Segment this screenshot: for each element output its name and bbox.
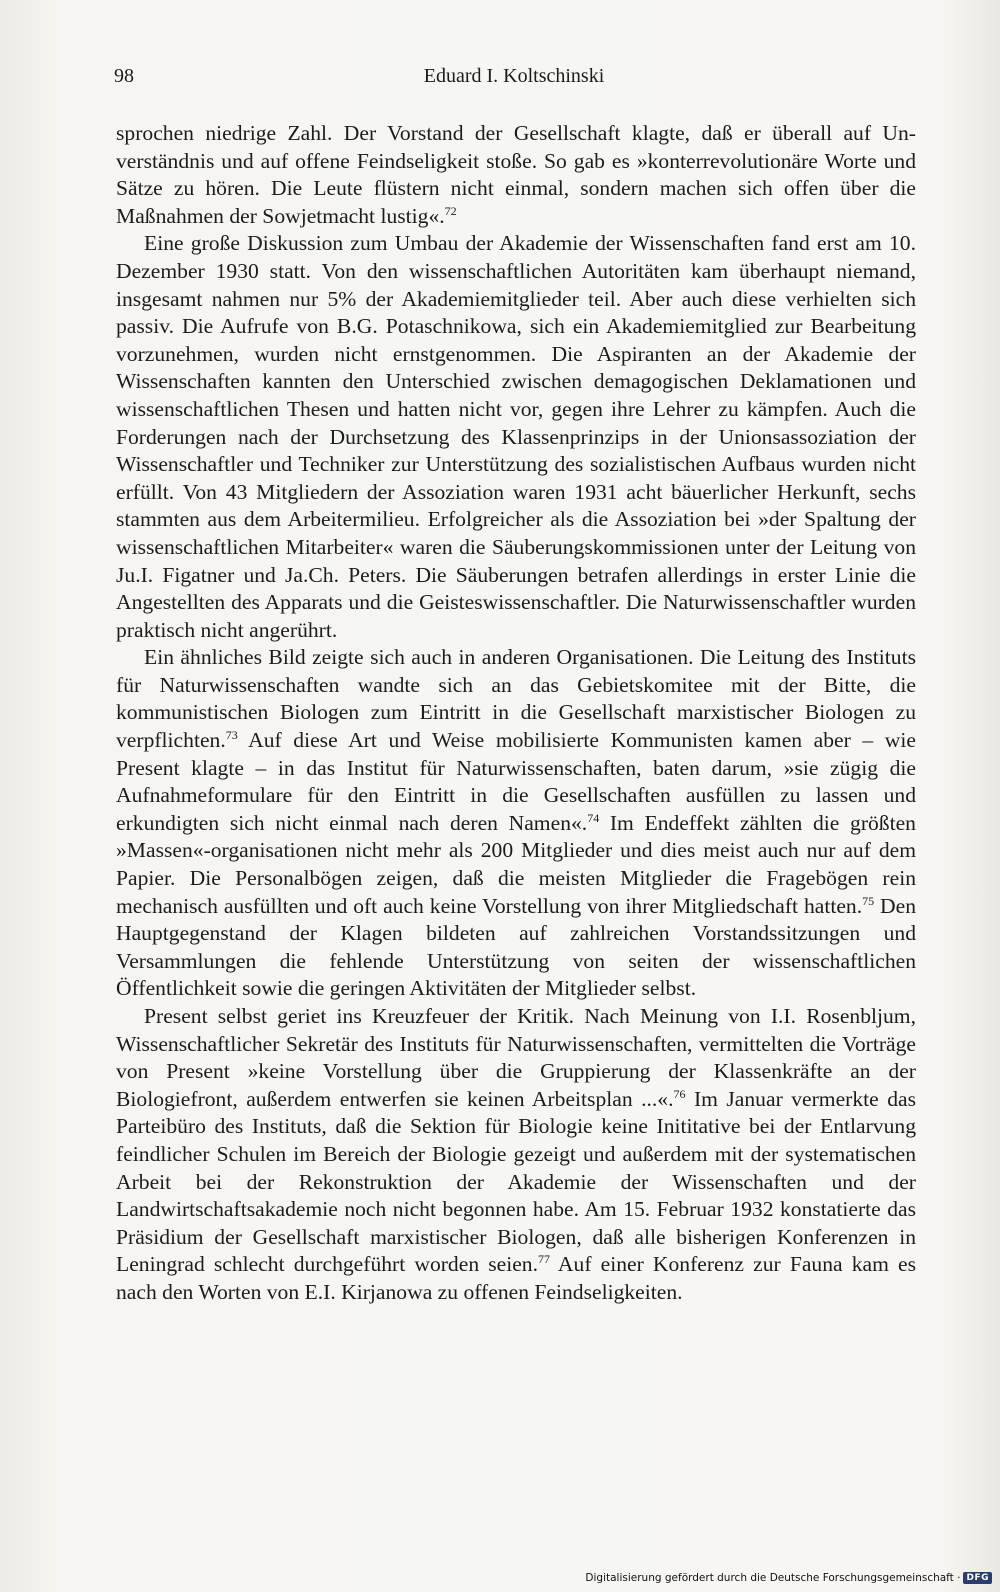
credit-text: Digitalisierung gefördert durch die Deutsche Forschungsgemeinschaft ·	[585, 1572, 961, 1584]
paragraph-text: sprochen niedrige Zahl. Der Vorstand der Gesellschaft klagte, daß er überall auf Unverständnis und auf offene Feindseligkeit stoße. So gab es »konterrevolutionäre Worte und Sätze zu hören. Die Leute flüstern nicht einmal, sondern machen sich offen über die Maßnahmen der Sowjetmacht lustig«.	[116, 121, 916, 228]
paragraph-text: Im Januar vermerkte das Parteibüro des Instituts, daß die Sektion für Biologie keine Inititative bei der Entlarvung feindlicher Schulen im Bereich der Biologie gezeigt und außerdem mit der systematischen Arbeit bei der Rekonstruktion der Akademie der Wissenschaften und der Landwirtschaftsakademie noch nicht begonnen habe. Am 15. Februar 1932 konstatierte das Präsidium der Gesellschaft marxistischer Biologen, daß alle bisherigen Konferenzen in Leningrad schlecht durchgeführt worden seien.	[116, 1086, 916, 1277]
paragraph	[116, 644, 916, 1003]
digitization-credit	[585, 1568, 992, 1588]
paragraph-text: Auf diese Art und Weise mobilisierte Kommunisten kamen aber – wie Present klagte – in das Institut für Naturwissenschaften, baten darum, »sie zügig die Aufnahmeformulare für den Eintritt in die Gesellschaften ausfüllen zu lassen und erkundigten sich nicht einmal nach deren Namen«.	[116, 728, 916, 835]
paragraph	[116, 1003, 916, 1307]
footnote-marker[interactable]: 73	[225, 728, 238, 743]
paragraph-text: Present selbst geriet ins Kreuzfeuer der Kritik. Nach Meinung von I.I. Rosenbljum, Wissenschaftlicher Sekretär des Instituts für Naturwissenschaften, vermittelten die Vorträge von Present »keine Vorstellung über die Gruppierung der Klassenkräfte an der Biologiefront, außerdem entwerfen sie keinen Arbeitsplan ...«.	[116, 1004, 916, 1111]
paragraph	[116, 230, 916, 644]
body-text	[116, 120, 916, 1307]
footnote-marker[interactable]: 77	[538, 1252, 550, 1267]
paragraph-text: Eine große Diskussion zum Umbau der Akademie der Wissenschaften fand erst am 10. Dezember 1930 statt. Von den wissenschaftlichen Autoritäten kam überhaupt niemand, insgesamt nahmen nur 5% der Akademiemitglieder teil. Aber auch diese verhielten sich passiv. Die Aufrufe von B.G. Potaschnikowa, sich ein Akademiemitglied zur Bearbeitung vorzunehmen, wurden nicht ernstgenommen. Die Aspiranten an der Akademie der Wissenschaften kannten den Unterschied zwischen demagogischen Deklamationen und wissenschaftlichen Thesen und hatten nicht vor, gegen ihre Lehrer zu kämpfen. Auch die Forderungen nach der Durchsetzung des Klassenprinzips in der Unionsassoziation der Wissenschaftler und Techniker zur Unterstützung des sozialistischen Aufbaus wurden nicht erfüllt. Von 43 Mitgliedern der Assoziation waren 1931 acht bäuerlicher Herkunft, sechs stammten aus dem Arbeitermilieu. Erfolgreicher als die Assoziation bei »der Spaltung der wissenschaftlichen Mitarbeiter« waren die Säuberungskommissionen unter der Leitung von Ju.I. Figatner und Ja.Ch. Peters. Die Säuberungen betrafen allerdings in erster Linie die Angestellten des Apparats und die Geisteswissenschaftler. Die Naturwissenschaftler wurden praktisch nicht angerührt.	[116, 231, 916, 642]
running-head	[114, 60, 914, 92]
footnote-marker[interactable]: 75	[862, 893, 875, 908]
paragraph-text: Den Hauptgegenstand der Klagen bildeten auf zahlreichen Vorstandssitzungen und Versammlungen die fehlende Unterstützung von seiten der wissenschaftlichen Öffentlichkeit sowie die geringen Aktivitäten der Mitglieder selbst.	[116, 893, 917, 1001]
footnote-marker[interactable]: 72	[444, 203, 457, 218]
paragraph	[116, 120, 916, 230]
paragraph-text: Ein ähnliches Bild zeigte sich auch in anderen Organisationen. Die Leitung des Instituts für Naturwissenschaften wandte sich an das Gebietskomitee mit der Bitte, die kommunistischen Biologen zum Eintritt in die Gesellschaft marxistischer Biologen zu verpflichten.	[116, 645, 916, 753]
dfg-logo-icon: DFG	[963, 1572, 992, 1584]
page-number: 98	[114, 65, 134, 87]
footnote-marker[interactable]: 74	[587, 810, 600, 825]
running-head-author: Eduard I. Koltschinski	[423, 65, 605, 87]
paragraph-text: Im Endeffekt zählten die größten »Massen«-organisationen nicht mehr als 200 Mitglieder und dies meist auch nur auf dem Papier. Die Personalbögen zeigen, daß die meisten Mitglieder die Fragebögen rein mechanisch ausfüllten und oft auch keine Vorstellung von ihrer Mitgliedschaft hatten.	[116, 810, 916, 918]
paragraph-text: Auf einer Konferenz zur Fauna kam es nach den Worten von E.I. Kirjanowa zu offenen Feindseligkeiten.	[116, 1252, 916, 1304]
footnote-marker[interactable]: 76	[673, 1086, 686, 1101]
